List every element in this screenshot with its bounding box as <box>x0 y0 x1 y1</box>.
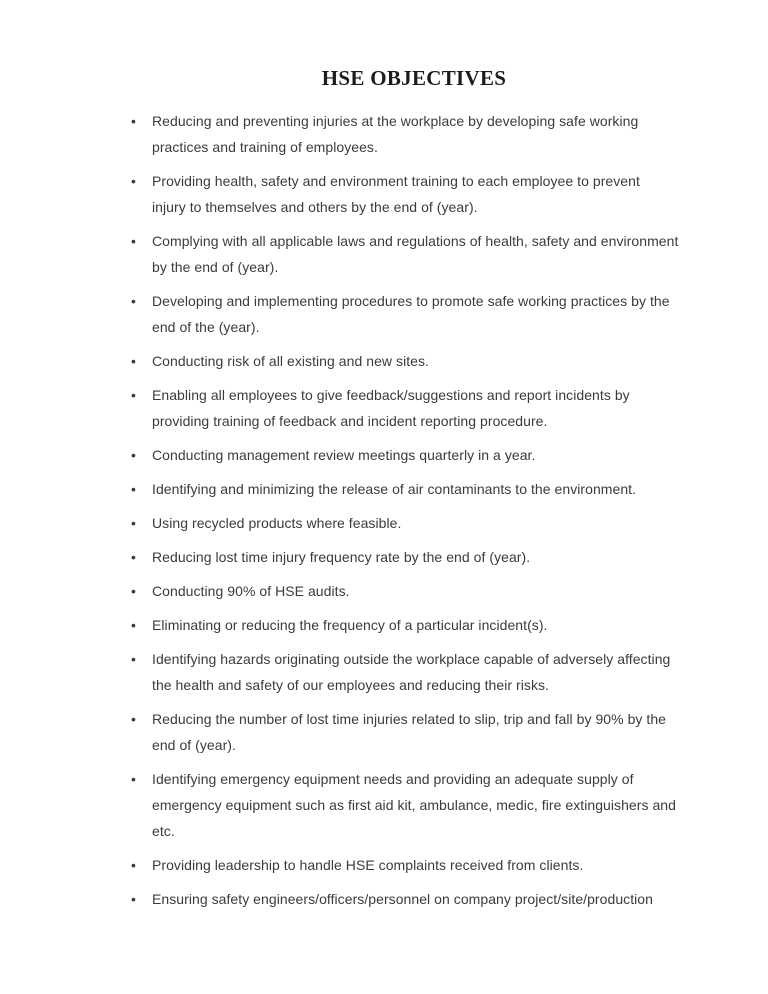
list-item-text <box>152 852 715 878</box>
bullet-icon: • <box>131 113 136 129</box>
text-line: Eliminating or reducing the frequency of a particular incident(s). <box>152 617 548 633</box>
list-item-text <box>152 442 715 468</box>
text-line: Reducing lost time injury frequency rate by the end of (year). <box>152 549 531 565</box>
text-line: providing training of feedback and incident reporting procedure. <box>152 413 548 429</box>
text-line: Developing and implementing procedures to promote safe working practices by the <box>152 293 670 309</box>
text-line: Conducting risk of all existing and new sites. <box>152 353 429 369</box>
list-item-text <box>152 612 715 638</box>
text-line: Identifying and minimizing the release of air contaminants to the environment. <box>152 481 637 497</box>
list-item <box>131 544 715 570</box>
list-item-text <box>152 544 715 570</box>
list-item <box>131 510 715 536</box>
list-item-text <box>152 108 715 160</box>
list-item-text <box>152 886 715 912</box>
bullet-icon: • <box>131 353 136 369</box>
page-title: HSE OBJECTIVES <box>321 66 507 90</box>
text-line: Ensuring safety engineers/officers/personnel on company project/site/production <box>152 891 653 907</box>
list-item-text <box>152 706 715 758</box>
text-line: Using recycled products where feasible. <box>152 515 402 531</box>
bullet-icon: • <box>131 651 136 667</box>
list-item-text <box>152 382 715 434</box>
bullet-icon: • <box>131 481 136 497</box>
text-line: injury to themselves and others by the end of (year). <box>152 199 478 215</box>
list-item-text <box>152 476 715 502</box>
list-item-text <box>152 578 715 604</box>
list-item-text <box>152 288 715 340</box>
list-item <box>131 578 715 604</box>
bullet-icon: • <box>131 173 136 189</box>
list-item <box>131 706 715 758</box>
list-item <box>131 288 715 340</box>
list-item <box>131 476 715 502</box>
list-item-text <box>152 348 715 374</box>
objectives-list <box>95 108 715 912</box>
list-item <box>131 168 715 220</box>
list-item <box>131 646 715 698</box>
text-line: Providing health, safety and environment training to each employee to prevent <box>152 173 640 189</box>
bullet-icon: • <box>131 711 136 727</box>
list-item <box>131 766 715 844</box>
text-line: Reducing the number of lost time injuries related to slip, trip and fall by 90% by the <box>152 711 667 727</box>
list-item <box>131 108 715 160</box>
text-line: Conducting 90% of HSE audits. <box>152 583 350 599</box>
bullet-icon: • <box>131 233 136 249</box>
text-line: Reducing and preventing injuries at the workplace by developing safe working <box>152 113 639 129</box>
list-item <box>131 348 715 374</box>
list-item <box>131 886 715 912</box>
text-line: etc. <box>152 823 175 839</box>
text-line: emergency equipment such as first aid kit, ambulance, medic, fire extinguishers and <box>152 797 676 813</box>
bullet-icon: • <box>131 771 136 787</box>
text-line: Identifying hazards originating outside the workplace capable of adversely affecting <box>152 651 671 667</box>
list-item <box>131 228 715 280</box>
text-line: end of (year). <box>152 737 236 753</box>
list-item-text <box>152 766 715 844</box>
bullet-icon: • <box>131 549 136 565</box>
list-item-text <box>152 510 715 536</box>
text-line: practices and training of employees. <box>152 139 378 155</box>
list-item <box>131 612 715 638</box>
text-line: Conducting management review meetings quarterly in a year. <box>152 447 536 463</box>
text-line: Identifying emergency equipment needs and providing an adequate supply of <box>152 771 634 787</box>
list-item-text <box>152 646 715 698</box>
bullet-icon: • <box>131 617 136 633</box>
text-line: Providing leadership to handle HSE complaints received from clients. <box>152 857 584 873</box>
list-item-text <box>152 228 715 280</box>
bullet-icon: • <box>131 447 136 463</box>
text-line: Enabling all employees to give feedback/suggestions and report incidents by <box>152 387 630 403</box>
list-item <box>131 442 715 468</box>
list-item <box>131 382 715 434</box>
bullet-icon: • <box>131 583 136 599</box>
text-line: Complying with all applicable laws and regulations of health, safety and environment <box>152 233 679 249</box>
text-line: end of the (year). <box>152 319 260 335</box>
bullet-icon: • <box>131 387 136 403</box>
text-line: by the end of (year). <box>152 259 279 275</box>
list-item-text <box>152 168 715 220</box>
bullet-icon: • <box>131 857 136 873</box>
text-line: the health and safety of our employees and reducing their risks. <box>152 677 549 693</box>
bullet-icon: • <box>131 515 136 531</box>
bullet-icon: • <box>131 293 136 309</box>
bullet-icon: • <box>131 891 136 907</box>
list-item <box>131 852 715 878</box>
